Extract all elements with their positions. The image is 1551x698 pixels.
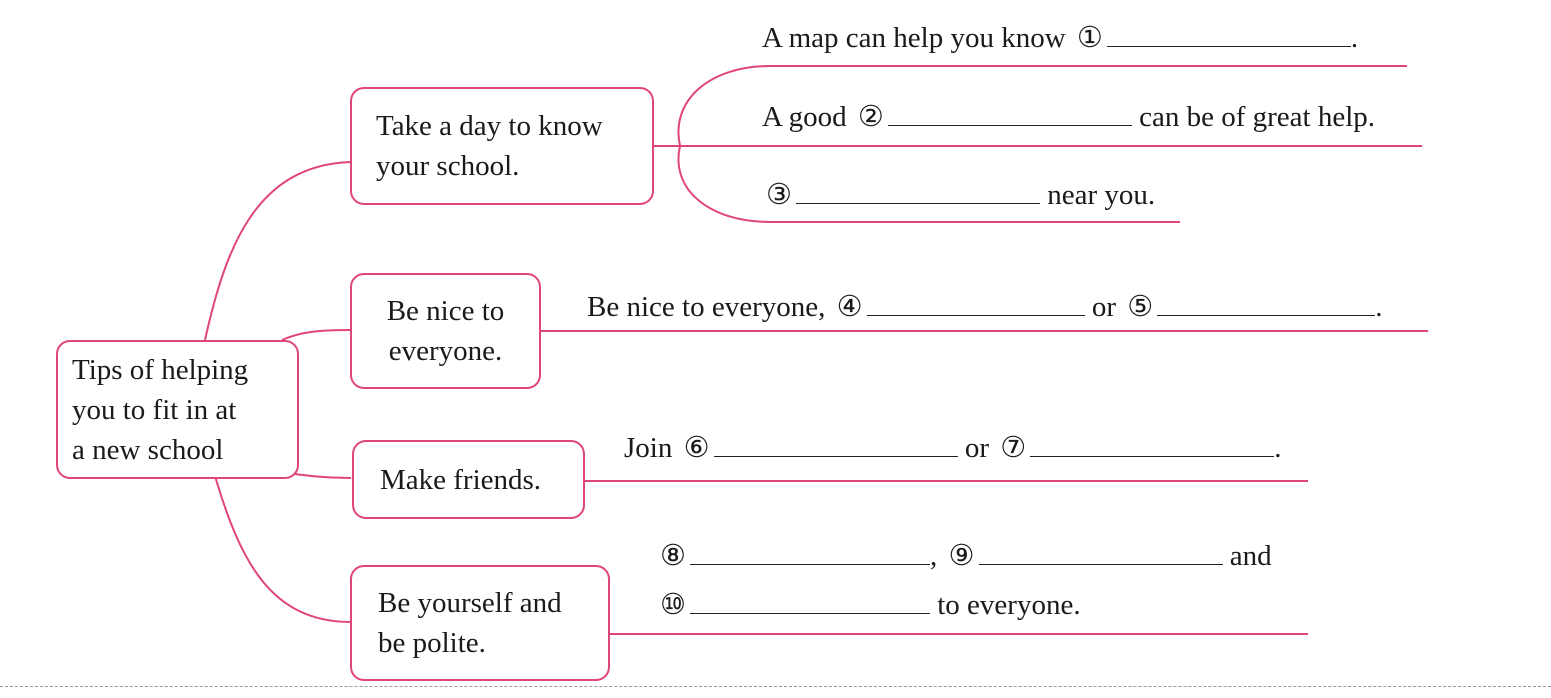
answer-blank-10[interactable] (690, 587, 930, 614)
detail-5 (624, 430, 1282, 466)
branch-know-school (350, 87, 654, 205)
blank-number-2: ② (857, 101, 884, 133)
blank-number-10: ⑩ (660, 589, 686, 621)
detail-4 (587, 289, 1383, 325)
detail-7 (656, 587, 1081, 623)
topic-box (56, 340, 299, 479)
detail-5-text: Join (624, 432, 673, 464)
blank-number-7: ⑦ (1000, 432, 1027, 464)
detail-4-end: . (1375, 291, 1383, 323)
link-topic-branch1 (205, 162, 351, 340)
answer-blank-9[interactable] (979, 538, 1223, 565)
detail-6-and: and (1229, 540, 1272, 572)
branch-know-school-line-1: Take a day to know (376, 110, 603, 142)
detail-3-end: near you. (1047, 179, 1156, 211)
blank-number-6: ⑥ (683, 432, 710, 464)
answer-blank-2[interactable] (888, 99, 1132, 126)
branch-make-friends (352, 440, 585, 519)
branch-be-nice (350, 273, 541, 389)
answer-blank-5[interactable] (1157, 289, 1375, 316)
detail-5-end: . (1274, 432, 1282, 464)
branch-be-yourself-line-1: Be yourself and (378, 587, 562, 619)
detail-2 (762, 99, 1375, 135)
topic-line-3: a new school (72, 433, 224, 466)
detail-5-or: or (964, 432, 990, 464)
blank-number-3: ③ (766, 179, 792, 211)
detail-4-text: Be nice to everyone, (587, 291, 826, 323)
topic-line-1: Tips of helping (72, 353, 249, 386)
detail-2-text: A good (762, 101, 847, 133)
detail-1 (762, 20, 1358, 56)
page-divider (0, 686, 1551, 687)
detail-6-comma: , (930, 540, 938, 572)
answer-blank-1[interactable] (1107, 20, 1351, 47)
branch-be-yourself-line-2: be polite. (378, 627, 486, 659)
branch-be-nice-line-1: Be nice to (386, 295, 505, 327)
answer-blank-3[interactable] (796, 177, 1040, 204)
answer-blank-7[interactable] (1030, 430, 1274, 457)
blank-number-5: ⑤ (1127, 291, 1154, 323)
detail-3 (762, 177, 1155, 213)
topic-line-2: you to fit in at (72, 393, 237, 426)
blank-number-9: ⑨ (948, 540, 975, 572)
link-topic-branch4 (215, 476, 351, 622)
detail-7-end: to everyone. (937, 589, 1081, 621)
answer-blank-8[interactable] (690, 538, 930, 565)
branch-know-school-line-2: your school. (376, 150, 520, 182)
blank-number-8: ⑧ (660, 540, 686, 572)
link-topic-branch2 (282, 330, 351, 340)
blank-number-1: ① (1076, 22, 1103, 54)
answer-blank-4[interactable] (867, 289, 1085, 316)
detail-6 (656, 538, 1272, 574)
blank-number-4: ④ (836, 291, 863, 323)
answer-blank-6[interactable] (714, 430, 958, 457)
detail-1-end: . (1350, 22, 1359, 54)
branch-be-nice-line-2: everyone. (388, 335, 503, 367)
detail-2-end: can be of great help. (1139, 101, 1376, 133)
detail-4-or: or (1091, 291, 1117, 323)
detail-1-text: A map can help you know (762, 22, 1066, 54)
branch-be-yourself (350, 565, 610, 681)
branch-make-friends-line-1: Make friends. (380, 463, 542, 496)
